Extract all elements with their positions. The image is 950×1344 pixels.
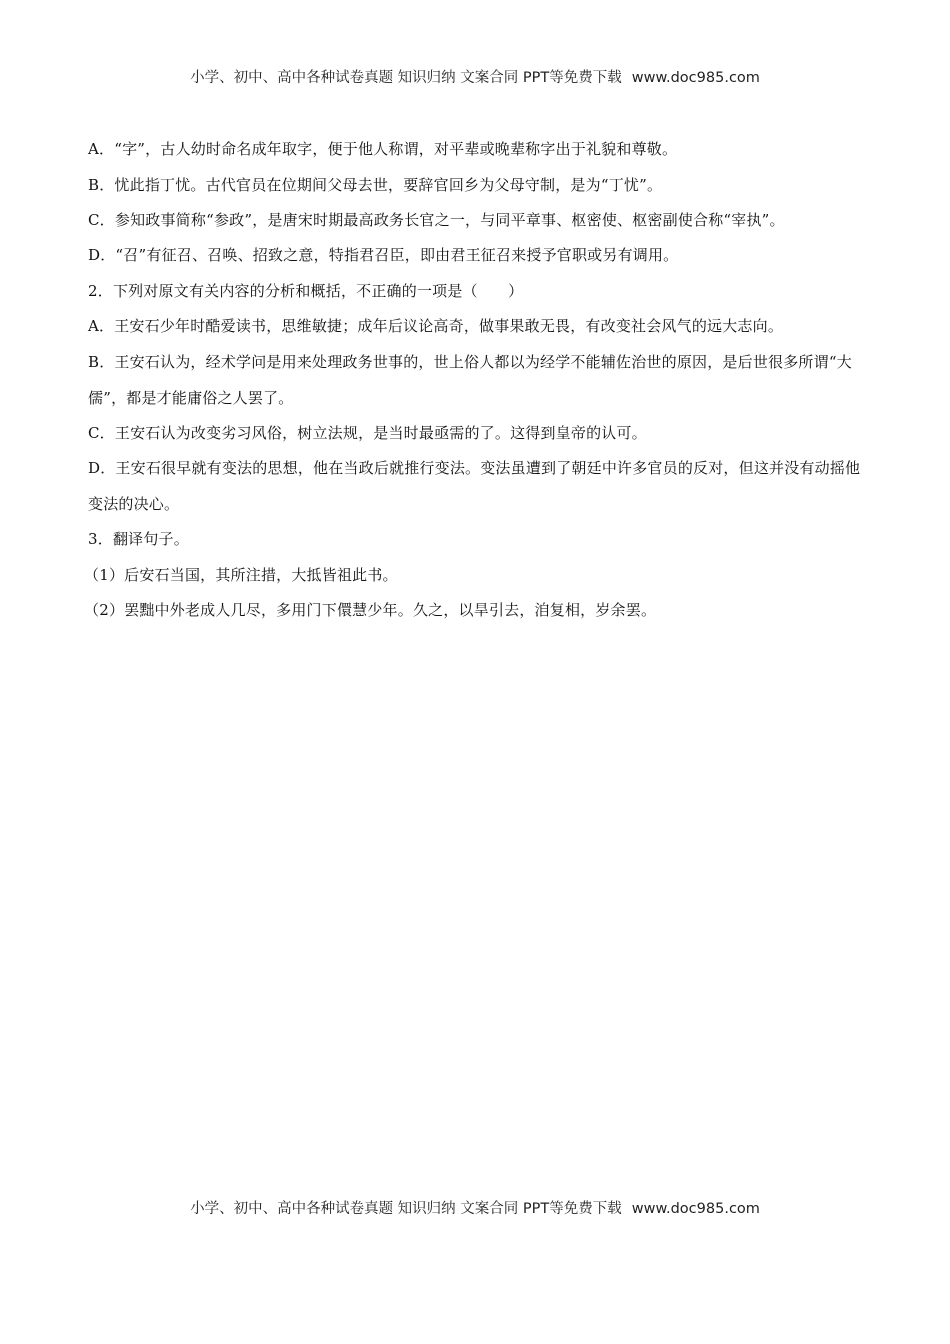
translate-sentence-1: （1）后安石当国，其所注措，大抵皆祖此书。: [84, 565, 398, 584]
document-body: [84, 137, 866, 634]
option-1c: C．参知政事简称“参政”，是唐宋时期最高政务长官之一，与同平章事、枢密使、枢密副使合称“宰执”。: [88, 211, 785, 229]
header-text: 小学、初中、高中各种试卷真题 知识归纳 文案合同 PPT等免费下载: [190, 70, 622, 86]
option-1b: B．忧此指丁忧。古代官员在位期间父母去世，要辞官回乡为父母守制，是为“丁忧”。: [88, 175, 663, 194]
option-2c: C．王安石认为改变劣习风俗，树立法规，是当时最亟需的了。这得到皇帝的认可。: [88, 423, 647, 442]
footer-text: 小学、初中、高中各种试卷真题 知识归纳 文案合同 PPT等免费下载: [190, 1201, 622, 1217]
footer-site-link[interactable]: www.doc985.com: [631, 1201, 760, 1217]
translate-sentence-2: （2）罢黜中外老成人几尽，多用门下儇慧少年。久之，以旱引去，洎复相，岁余罢。: [84, 601, 657, 619]
option-1a: A．“字”，古人幼时命名成年取字，便于他人称谓，对平辈或晚辈称字出于礼貌和尊敬。: [88, 140, 678, 158]
option-2b: B．王安石认为，经术学问是用来处理政务世事的，世上俗人都以为经学不能辅佐治世的原因，是后世很多所谓“大儒”，都是才能庸俗之人罢了。: [88, 352, 852, 407]
option-2a: A．王安石少年时酷爱读书，思维敏捷；成年后议论高奇，做事果敢无畏，有改变社会风气的远大志向。: [88, 317, 784, 335]
page-footer: [0, 1197, 950, 1218]
page-header: [0, 66, 950, 87]
option-2d: D．王安石很早就有变法的思想，他在当政后就推行变法。变法虽遭到了朝廷中许多官员的反对，但这并没有动摇他变法的决心。: [88, 459, 861, 513]
question-2-stem: 2．下列对原文有关内容的分析和概括，不正确的一项是（ ）: [88, 281, 524, 300]
question-3-stem: 3．翻译句子。: [88, 530, 189, 548]
header-site-link[interactable]: www.doc985.com: [631, 70, 760, 86]
option-1d: D．“召”有征召、召唤、招致之意，特指君召臣，即由君王征召来授予官职或另有调用。: [88, 246, 679, 264]
